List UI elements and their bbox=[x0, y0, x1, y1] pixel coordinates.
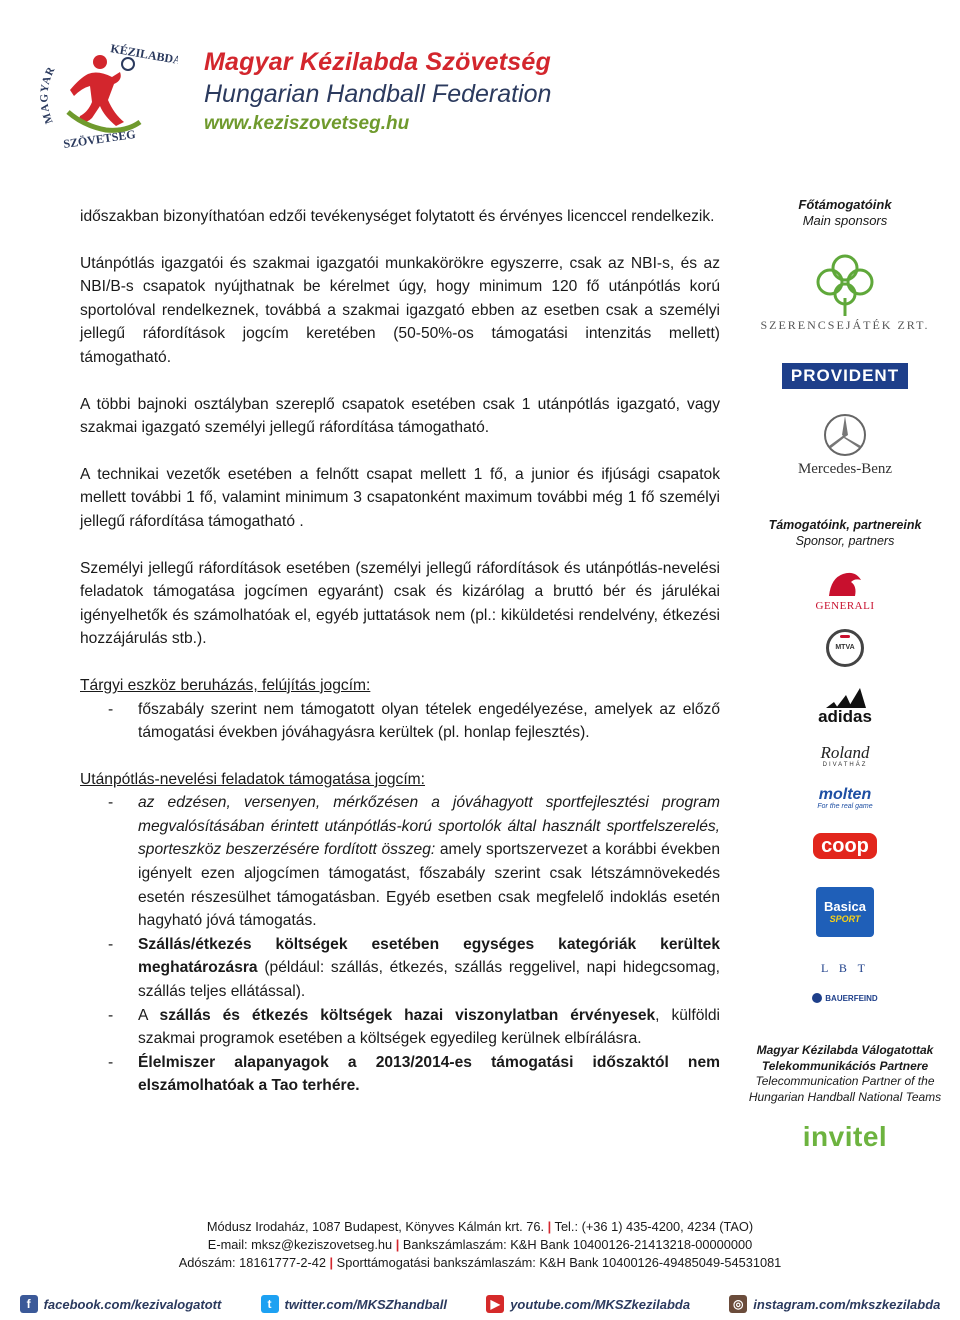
list-item-italic: az edzésen, versenyen, mérkőzésen a jóváhagyott sportfejlesztési program megvalósításában érintett utánpótlás-korú sportolók által használt sportfelszerelés, sporteszköz beszerzésére fordított összeg: bbox=[138, 794, 720, 859]
coop-logo: coop bbox=[770, 831, 920, 861]
instagram-icon: ◎ bbox=[729, 1295, 747, 1313]
basica-logo: Basica SPORT bbox=[770, 886, 920, 938]
svg-text:MAGYAR: MAGYAR bbox=[38, 64, 58, 126]
org-website-link[interactable]: www.keziszovetseg.hu bbox=[204, 113, 410, 134]
paragraph: Személyi jellegű ráfordítások esetében (személyi jellegű ráfordítások és utánpótlás-nevelési feladatok támogatása jogcímen egyaránt) csak és kizárólag a bruttó bér és járulékai igényelhetők és számolhatóak el, egyéb juttatások nem (pl.: kiküldetési rendelvény, étkezési hozzájárulás stb.). bbox=[80, 559, 720, 648]
list-item-bold: szállás és étkezés költségek hazai viszonylatban érvényesek bbox=[159, 1006, 656, 1024]
list-item bbox=[80, 933, 720, 1004]
youtube-icon: ▶ bbox=[486, 1295, 504, 1313]
org-title: Magyar Kézilabda Szövetség bbox=[204, 48, 551, 76]
list-item-text: , külföldi szakmai programok esetében a költségek egyedileg kerülnek elbírálásra. bbox=[138, 1006, 721, 1048]
list-item bbox=[80, 791, 720, 933]
mercedes-star-icon bbox=[823, 413, 867, 457]
list-bullet: - bbox=[108, 794, 114, 812]
partners-heading: Támogatóink, partnereink Sponsor, partners bbox=[768, 518, 922, 548]
lion-icon bbox=[825, 568, 865, 600]
paragraph: időszakban bizonyíthatóan edzői tevékenységet folytatott és érvényes licenccel rendelkezik. bbox=[80, 208, 715, 225]
footer-line: E-mail: mksz@keziszovetseg.hu | Bankszámlaszám: K&H Bank 10400126-21413218-00000000 bbox=[207, 1237, 753, 1252]
footer-line: Módusz Irodaház, 1087 Budapest, Könyves Kálmán krt. 76. | Tel.: (+36 1) 435-4200, 4234 (TAO) bbox=[206, 1219, 754, 1234]
twitter-link[interactable]: t twitter.com/MKSZhandball bbox=[261, 1295, 448, 1313]
clover-icon bbox=[810, 248, 880, 318]
list-bullet: - bbox=[108, 935, 114, 953]
mksz-logo bbox=[28, 22, 178, 162]
provident-logo: PROVIDENT bbox=[770, 362, 920, 390]
twitter-icon: t bbox=[261, 1295, 279, 1313]
mtva-logo: MTVA bbox=[770, 625, 920, 670]
list-item bbox=[80, 698, 720, 745]
section-heading: Utánpótlás-nevelési feladatok támogatása jogcím: bbox=[80, 770, 425, 788]
adidas-stripes-icon bbox=[822, 686, 868, 708]
list-item-text: (például: szállás, étkezés, szállás reggelivel, napi hidegcsomag, szállás teljes ellátással). bbox=[138, 959, 720, 1001]
list-item-text: amely sportszervezet a korábbi években igényelt ezen aljogcímen támogatást, főszabály szerint csak létszámnövekedés esetén részesülhet támogatásban. Egyéb esetben csak megfelelő indoklás esetén hagyható jóvá támogatás. bbox=[138, 841, 721, 930]
list-item-text: A bbox=[138, 1006, 160, 1024]
org-subtitle: Hungarian Handball Federation bbox=[204, 80, 552, 108]
instagram-link[interactable]: ◎ instagram.com/mkszkezilabda bbox=[729, 1295, 940, 1313]
paragraph: A technikai vezetők esetében a felnőtt csapat mellett 1 fő, a junior és ifjúsági csapatok mellett további 1 fő, valamint minimum 3 csapatonként maximum további még 1 fő személyi jellegű ráfordítása támogatható . bbox=[80, 465, 720, 530]
bauerfeind-logo: BAUERFEIND bbox=[770, 990, 920, 1006]
svg-text:SZÖVETSÉG: SZÖVETSÉG bbox=[62, 126, 137, 151]
invitel-logo: invitel bbox=[802, 1121, 888, 1152]
list-item-bold: Szállás/étkezés költségek esetében egységes kategóriák kerültek meghatározásra bbox=[138, 935, 720, 977]
paragraph: A többi bajnoki osztályban szereplő csapatok esetében csak 1 utánpótlás igazgató, vagy szakmai igazgató személyi jellegű ráfordítása támogatható. bbox=[80, 395, 720, 437]
molten-logo: molten For the real game bbox=[817, 785, 873, 810]
generali-logo: GENERALI bbox=[770, 565, 920, 615]
roland-logo: Roland DIVATHÁZ bbox=[820, 743, 870, 768]
list-item bbox=[80, 1004, 720, 1051]
facebook-link[interactable]: f facebook.com/kezivalogatott bbox=[20, 1295, 222, 1313]
section-heading: Tárgyi eszköz beruházás, felújítás jogcím: bbox=[80, 676, 371, 694]
footer-line: Adószám: 18161777-2-42 | Sporttámogatási bankszámlaszám: K&H Bank 10400126-49485049-54531081 bbox=[178, 1255, 782, 1270]
lbt-logo: L B T bbox=[820, 960, 869, 975]
list-item-text: főszabály szerint nem támogatott olyan tételek engedélyezése, amelyek az előző támogatási években jóváhagyásra kerültek (pl. honlap fejlesztés). bbox=[138, 700, 720, 742]
document-body bbox=[80, 205, 720, 1098]
footer-contact bbox=[0, 1218, 960, 1272]
adidas-logo: adidas bbox=[770, 683, 920, 728]
social-links bbox=[0, 1295, 960, 1313]
szerencsejatek-logo: SZERENCSEJÁTÉK ZRT. bbox=[770, 240, 920, 340]
list-bullet: - bbox=[108, 1053, 114, 1071]
list-bullet: - bbox=[108, 1006, 114, 1024]
telecom-partner-heading: Magyar Kézilabda Válogatottak Telekommunikációs Partnere Telecommunication Partner of the Hungarian Handball National Teams bbox=[748, 1043, 942, 1104]
mercedes-logo: Mercedes-Benz bbox=[770, 408, 920, 483]
list-item bbox=[80, 1051, 720, 1098]
facebook-icon: f bbox=[20, 1295, 38, 1313]
main-sponsors-heading: Főtámogatóink Main sponsors bbox=[798, 197, 892, 228]
svg-text:KÉZILABDA: KÉZILABDA bbox=[109, 41, 178, 68]
youtube-link[interactable]: ▶ youtube.com/MKSZkezilabda bbox=[486, 1295, 690, 1313]
paragraph: Utánpótlás igazgatói és szakmai igazgatói munkakörökre egyszerre, csak az NBI-s, és az NBI/B-s csapatok nyújthatnak be kérelmet úgy, hogy minimum 120 fő utánpótlás korú sportolóval rendelkeznek, továbbá a szakmai igazgató ebben az esetben csak a személyi jellegű ráfordítások jogcím keretében (50-50%-os támogatási intenzitás mellett) támogatható. bbox=[80, 254, 720, 366]
list-bullet: - bbox=[108, 700, 114, 718]
list-item-bold: Élelmiszer alapanyagok a 2013/2014-es támogatási időszaktól nem elszámolhatóak a Tao terhére. bbox=[138, 1053, 720, 1095]
